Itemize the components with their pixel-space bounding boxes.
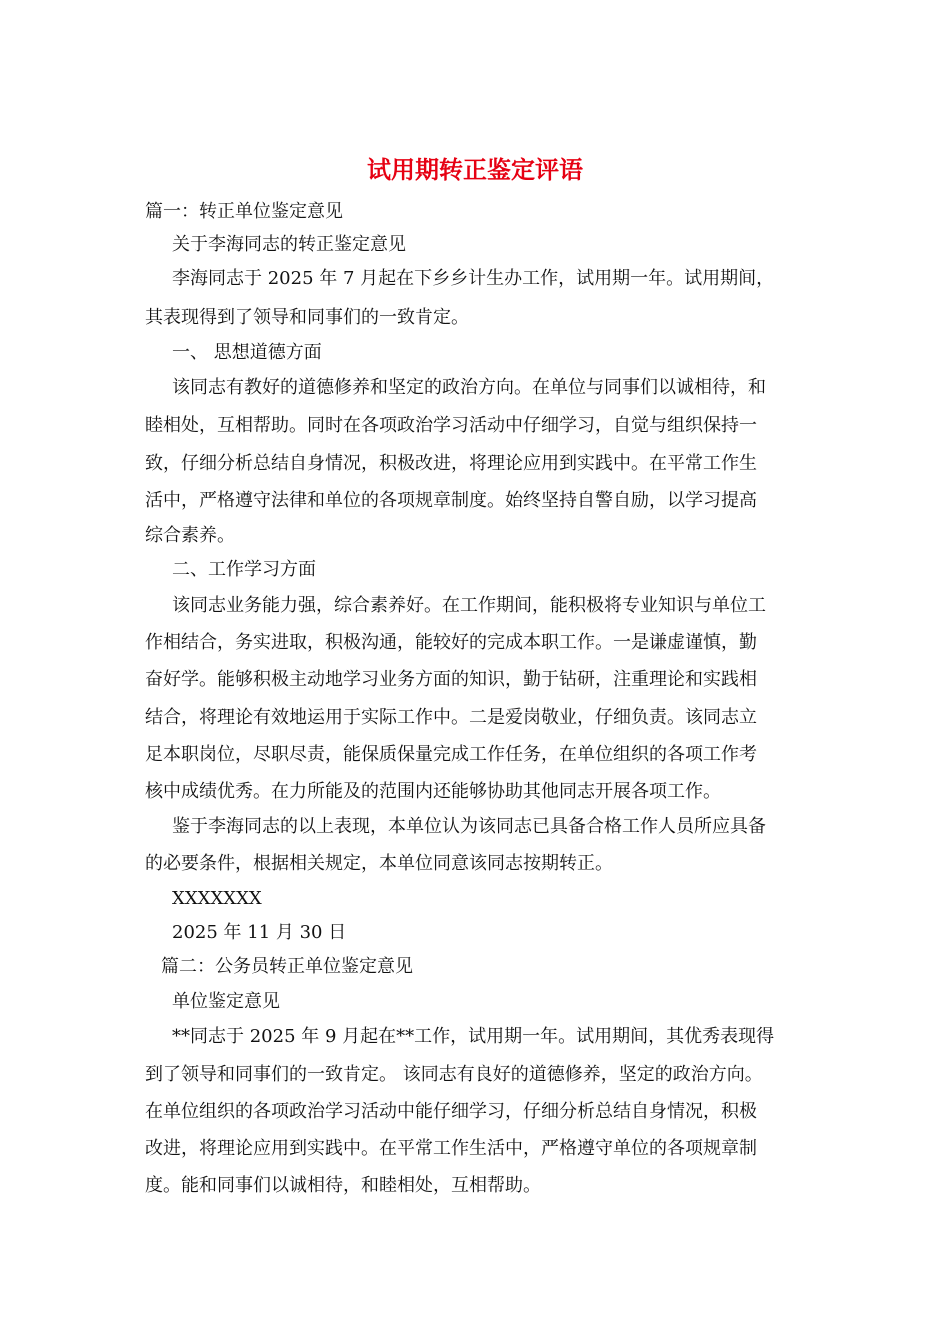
paragraph-line: 足本职岗位，尽职尽责，能保质保量完成工作任务，在单位组织的各项工作考 <box>145 744 757 765</box>
paragraph-line: 的必要条件，根据相关规定，本单位同意该同志按期转正。 <box>145 853 613 874</box>
signature-date: 2025 年 11 月 30 日 <box>172 922 347 943</box>
subheading: 二、工作学习方面 <box>172 559 316 580</box>
section-heading: 篇二：公务员转正单位鉴定意见 <box>161 956 413 977</box>
section-heading: 篇一：转正单位鉴定意见 <box>145 201 343 222</box>
paragraph-line: **同志于 2025 年 9 月起在**工作，试用期一年。试用期间，其优秀表现得 <box>172 1026 775 1047</box>
paragraph-line: 改进，将理论应用到实践中。在平常工作生活中，严格遵守单位的各项规章制 <box>145 1138 757 1159</box>
paragraph-line: 该同志有教好的道德修养和坚定的政治方向。在单位与同事们以诚相待，和 <box>172 377 766 398</box>
paragraph-line: 到了领导和同事们的一致肯定。 该同志有良好的道德修养，坚定的政治方向。 <box>145 1064 763 1085</box>
paragraph-line: 活中，严格遵守法律和单位的各项规章制度。始终坚持自警自励，以学习提高 <box>145 490 757 511</box>
paragraph-line: 鉴于李海同志的以上表现，本单位认为该同志已具备合格工作人员所应具备 <box>172 816 766 837</box>
paragraph-line: 其表现得到了领导和同事们的一致肯定。 <box>145 307 469 328</box>
document-title: 试用期转正鉴定评语 <box>367 155 583 184</box>
paragraph-line: 结合，将理论有效地运用于实际工作中。二是爱岗敬业，仔细负责。该同志立 <box>145 707 757 728</box>
paragraph-line: 致，仔细分析总结自身情况，积极改进，将理论应用到实践中。在平常工作生 <box>145 453 757 474</box>
signature-name: XXXXXXX <box>172 888 262 909</box>
paragraph-line: 睦相处，互相帮助。同时在各项政治学习活动中仔细学习，自觉与组织保持一 <box>145 415 757 436</box>
paragraph-line: 该同志业务能力强，综合素养好。在工作期间，能积极将专业知识与单位工 <box>172 595 766 616</box>
paragraph-line: 度。能和同事们以诚相待，和睦相处，互相帮助。 <box>145 1175 541 1196</box>
subheading: 单位鉴定意见 <box>172 991 280 1012</box>
paragraph-line: 奋好学。能够积极主动地学习业务方面的知识，勤于钻研，注重理论和实践相 <box>145 669 757 690</box>
paragraph-line: 在单位组织的各项政治学习活动中能仔细学习，仔细分析总结自身情况，积极 <box>145 1101 757 1122</box>
paragraph-line: 综合素养。 <box>145 525 235 546</box>
paragraph-line: 核中成绩优秀。在力所能及的范围内还能够协助其他同志开展各项工作。 <box>145 781 721 802</box>
subheading: 关于李海同志的转正鉴定意见 <box>172 234 406 255</box>
paragraph-line: 作相结合，务实进取，积极沟通，能较好的完成本职工作。一是谦虚谨慎，勤 <box>145 632 757 653</box>
subheading: 一、 思想道德方面 <box>172 342 322 363</box>
paragraph-line: 李海同志于 2025 年 7 月起在下乡乡计生办工作，试用期一年。试用期间， <box>172 268 775 289</box>
